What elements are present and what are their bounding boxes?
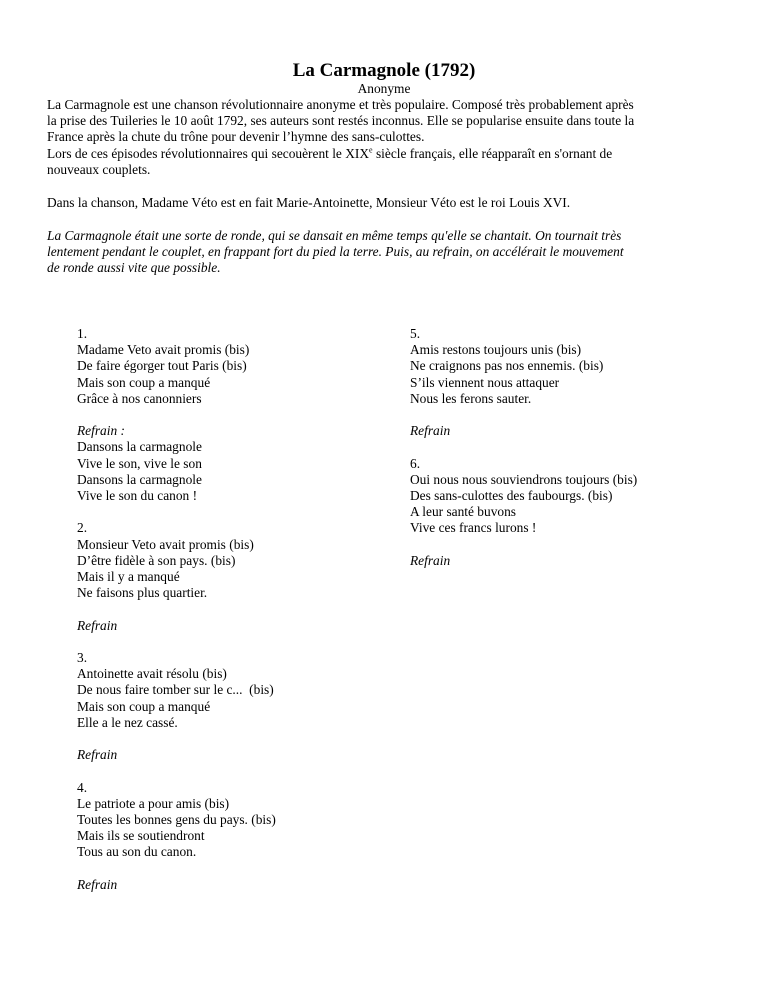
- intro-line: de ronde aussi vite que possible.: [47, 260, 221, 276]
- stanza-5: [410, 326, 637, 407]
- superscript: e: [369, 145, 373, 155]
- stanza-number: 2.: [77, 520, 88, 536]
- stanza-number: 6.: [410, 455, 421, 471]
- stanza-3: [77, 650, 276, 731]
- intro-line: lentement pendant le couplet, en frappant fort du pied la terre. Puis, au refrain, on accélérait le mouvement: [47, 244, 624, 260]
- stanza-number: 4.: [77, 779, 88, 795]
- verse-line: A leur santé buvons: [410, 504, 516, 520]
- verse-line: Ne faisons plus quartier.: [77, 585, 208, 601]
- refrain-label: Refrain: [410, 552, 451, 568]
- verse-line: Madame Veto avait promis (bis): [77, 342, 250, 358]
- verse-line: Vive le son du canon !: [77, 488, 198, 504]
- verse-line: Nous les ferons sauter.: [410, 390, 532, 406]
- verse-line: Des sans-culottes des faubourgs. (bis): [410, 488, 613, 503]
- stanza-2: [77, 520, 276, 601]
- intro-line: la prise des Tuileries le 10 août 1792, ses auteurs sont restés inconnus. Elle se popularise ensuite dans toute la: [47, 113, 635, 129]
- verse-line: Mais il y a manqué: [77, 569, 180, 585]
- verse-line: Grâce à nos canonniers: [77, 390, 202, 406]
- intro-line: La Carmagnole est une chanson révolutionnaire anonyme et très populaire. Composé très probablement après: [47, 97, 634, 112]
- intro-line: nouveaux couplets.: [47, 161, 151, 177]
- refrain-label: Refrain: [77, 617, 118, 633]
- verse-line: Antoinette avait résolu (bis): [77, 666, 227, 682]
- refrain-label: Refrain: [410, 423, 451, 439]
- intro-line: La Carmagnole était une sorte de ronde, qui se dansait en même temps qu'elle se chantait. On tournait très: [47, 228, 622, 243]
- verse-line: Tous au son du canon.: [77, 844, 197, 860]
- refrain-block: [77, 423, 276, 504]
- verse-line: Ne craignons pas nos ennemis. (bis): [410, 358, 604, 374]
- author-name: Anonyme: [357, 81, 411, 96]
- stanza-number: 1.: [77, 326, 88, 341]
- intro-text: siècle français, elle réapparaît en s'ornant de: [372, 145, 613, 161]
- verse-line: De nous faire tomber sur le c... (bis): [77, 682, 274, 698]
- verse-line: Dansons la carmagnole: [77, 471, 202, 487]
- stanza-4: [77, 780, 276, 861]
- verse-line: De faire égorger tout Paris (bis): [77, 358, 247, 374]
- verse-line: Amis restons toujours unis (bis): [410, 342, 582, 358]
- intro-paragraph-3: Dans la chanson, Madame Véto est en fait Marie-Antoinette, Monsieur Véto est le roi Louis XVI.: [47, 195, 571, 210]
- right-column: [410, 326, 637, 585]
- page-title: La Carmagnole (1792): [292, 60, 476, 81]
- stanza-number: 3.: [77, 650, 88, 665]
- stanza-6: [410, 456, 637, 537]
- intro-line: [47, 146, 737, 162]
- stanza-number: 5.: [410, 326, 421, 341]
- verse-line: S’ils viennent nous attaquer: [410, 374, 560, 390]
- refrain-label: Refrain :: [77, 423, 125, 439]
- verse-line: Mais son coup a manqué: [77, 698, 211, 714]
- verse-line: Vive le son, vive le son: [77, 455, 202, 471]
- intro-paragraph-1: [47, 97, 737, 178]
- refrain-label: Refrain: [77, 747, 118, 763]
- intro-text: Lors de ces épisodes révolutionnaires qui secouèrent le XIX: [47, 145, 370, 161]
- refrain-label: Refrain: [77, 876, 118, 892]
- stanza-1: [77, 326, 276, 407]
- verse-line: Mais son coup a manqué: [77, 374, 211, 390]
- verse-line: D’être fidèle à son pays. (bis): [77, 552, 236, 568]
- verse-line: Monsieur Veto avait promis (bis): [77, 536, 254, 552]
- verse-line: Toutes les bonnes gens du pays. (bis): [77, 812, 276, 827]
- verse-line: Mais ils se soutiendront: [77, 828, 205, 844]
- verse-line: Vive ces francs lurons !: [410, 520, 537, 536]
- verse-line: Le patriote a pour amis (bis): [77, 795, 230, 811]
- verse-line: Elle a le nez cassé.: [77, 714, 178, 730]
- verse-line: Dansons la carmagnole: [77, 439, 202, 455]
- left-column: [77, 326, 276, 909]
- intro-line: France après la chute du trône pour devenir l’hymne des sans-culottes.: [47, 129, 425, 145]
- verse-line: Oui nous nous souviendrons toujours (bis): [410, 471, 638, 487]
- intro-paragraph-4: [47, 228, 737, 277]
